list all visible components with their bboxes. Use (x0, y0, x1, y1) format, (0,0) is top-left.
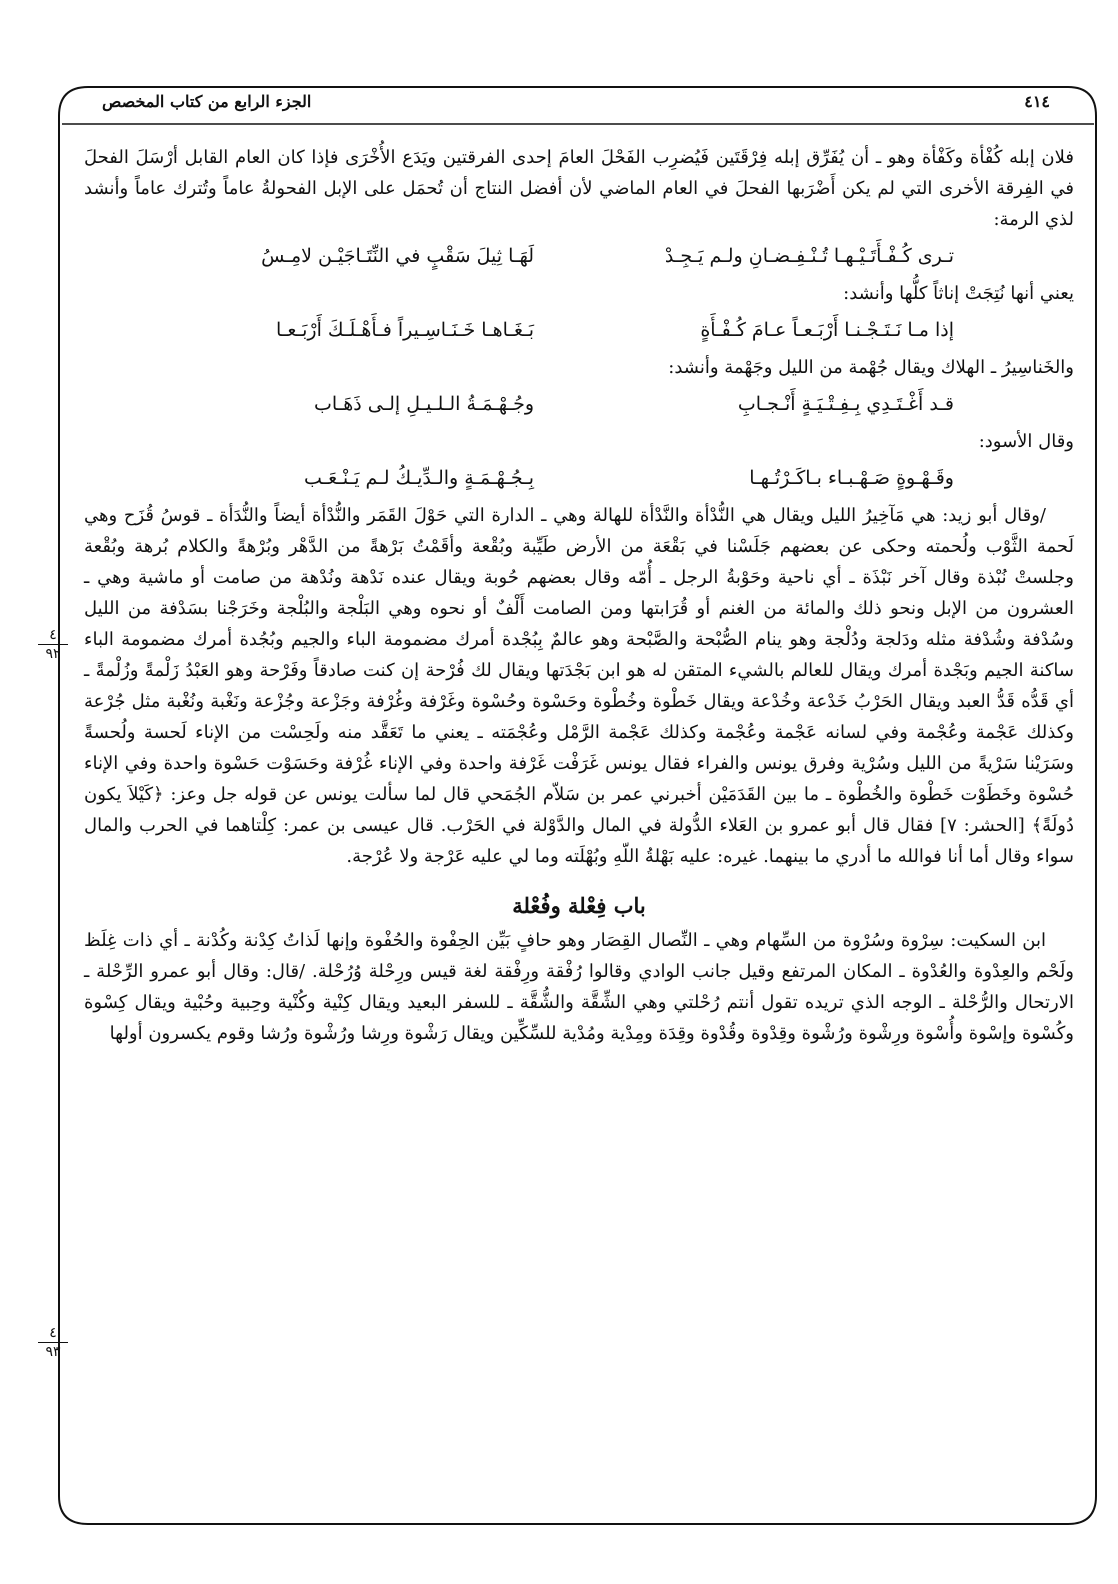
margin-ref-2-top: ٤ (49, 1325, 57, 1341)
verse-1 (84, 241, 1074, 272)
verse-4-second-hemistich: بِـجُـهْـمَـةٍ والـدِّيـكُ لـم يَـنْـعَـب (303, 467, 534, 489)
margin-ref-2-bottom: ٩٣ (45, 1344, 61, 1360)
margin-ref-1-bottom: ٩٢ (45, 646, 61, 662)
margin-ref-2 (38, 1326, 68, 1359)
verse-4-first-hemistich: وقَـهْـوةٍ صَـهْـبـاء بـاكَـرْتُـهـا (749, 467, 954, 489)
section-heading: باب فِعْلة وفُعْلة (512, 893, 646, 918)
verse-3-second-hemistich: وجُـهْـمَـةُ الـلـيـلِ إلـى ذَهَـاب (313, 393, 534, 415)
verse-2-second-hemistich: بَـغَـاهـا خَـنَـاسِـيراً فـأَهْـلَـكَ أَرْبَـعـا (276, 319, 534, 341)
verse-2-first-hemistich: إذا مـا نَـتَـجْـنـا أَرْبَـعـاً عـامَ كُـفْـأَةٍ (700, 319, 954, 341)
verse-1-second-hemistich: لَهَـا ثِيلَ سَقْبٍ في النِّتَـاجَيْـن لامِـسُ (261, 245, 534, 267)
page-number: ٤١٤ (1024, 92, 1050, 111)
paragraph-2: يعني أنها نُتِجَتْ إناثاً كلُّها وأنشد: (843, 283, 1074, 304)
verse-4 (84, 463, 1074, 494)
verse-1-first-hemistich: تـرى كُـفْـأَتَـيْـهـا تُـنْـفِـضـانِ ولـم يَـجِـدْ (664, 245, 954, 267)
verse-3 (84, 389, 1074, 420)
paragraph-4: وقال الأسود: (978, 431, 1074, 452)
paragraph-5: /وقال أبو زيد: هي مَآخِيرُ الليل ويقال هي النُّدْأة والنَّدْأة للهالة وهي ـ الدارة التي حَوْلَ القَمَر والنُّدْأة أيضاً والنُّدَأة ـ قوسُ قُزَح وهي لَحمة الثَّوْب ولُحمته وحكى عن بعضهم جَلَسْنا في بَقْعَة من الأرض طَيِّبة وبُقْعة وأقَمْتُ بَرْهةً من الدَّهْر وبُرْهةً والكلام بُرهة وبُقْعة وجلستْ نُبْذة وقال آخر نَبْذَة ـ أي ناحية وحَوْبةُ الرجل ـ أُمّه وقال بعضهم حُوبة ويقال عنده نَدْهة ونُدْهة من صامت أو ماشية وهي ـ العشرون من الإبل ونحو ذلك والمائة من الغنم أو قُرَابتها ومن الصامت أَلْفٌ أو نحوه وهي البَلْجة والبُلْجة وخَرَجْنا بسَدْفة من الليل وسُدْفة وشُدْفة مثله ودَلجة ودُلْجة وهو ينام الصُّبْحة والصَّبْحة وهو عالمٌ بِبُجْدة أمرك مضمومة الباء والجيم وبُجُدة أمرك مضمومة الباء ساكنة الجيم وبَجْدة أمرك ويقال للعالم بالشيء المتقن له هو ابن بَجْدَتها ويقال لك فُرْحة إن كنت صادقاً وفَرْحة وهو العَبْدُ زَلْمةً وزُلْمةً ـ أي قَدُّه قَدُّ العبد ويقال الحَرْبُ خَدْعة وخُدْعة ويقال خَطْوة وخُطْوة وحَسْوة وحُسْوة وغَرْفة وغُرْفة وجَزْعة وجُزْعة ونَغْبة ونُغْبة مثل جُرْعة وكذلك عَجْمة وعُجْمة وفي لسانه عَجْمة وعُجْمة وكذلك عَجْمة الرَّمْل وعُجْمَته ـ يعني ما تَعَقَّد منه ولَحِسْت من الإناء لَحسة ولُحسةً وسَرَيْنا سَرْيةً من الليل وسُرْية وفرق يونس والفراء فقال يونس غَرَفْت غَرْفة واحدة وفي الإناء غُرْفة وحَسَوْت حَسْوة واحدة وفي الإناء حُسْوة وخَطَوْت خَطْوة والخُطْوة ـ ما بين القَدَمَيْن أخبرني عمر بن سَلاّم الجُمَحي قال لما سألت يونس عن قوله جل وعز: ﴿كَيْلاَ يكون دُولَةً﴾ [الحشر: ٧] فقال قال أبو عمرو بن العَلاء الدُّولة في المال والدَّوْلة في الحَرْب. قال عيسى بن عمر: كِلْتاهما في الحرب والمال سواء وقال أما أنا فوالله ما أدري ما بينهما. غيره: عليه بَهْلةُ اللّهِ وبُهْلَته وما لي عليه عَرْجة ولا عُرْجة. (84, 505, 1075, 867)
page-header (80, 88, 1080, 122)
paragraph-1: فلان إبله كُفْأة وكَفْأة وهو ـ أن يُفَرِّق إبله فِرْقَتَين فَيُضرِب الفَحْلَ العامَ إحدى الفرقتين ويَدَع الأُخْرَى فإذا كان العام القابل أرْسَلَ الفحلَ في الفِرقة الأخرى التي لم يكن أَضْرَبها الفحلَ في العام الماضي لأن أفضل النتاج أن تُحمَل على الإبل الفحولةُ عاماً وتُترك عاماً وأنشد لذي الرمة: (84, 147, 1074, 230)
running-title: الجزء الرابع من كتاب المخصص (102, 92, 312, 111)
margin-ref-1-top: ٤ (49, 627, 57, 643)
paragraph-6: ابن السكيت: سِرْوة وسُرْوة من السِّهام وهي ـ النِّصال القِصَار وهو حافٍ بَيِّن الحِفْوة والحُفْوة وإنها لَذاتُ كِدْنة وكُدْنة ـ أي ذات غِلَظ ولَحْم والعِدْوة والعُدْوة ـ المكان المرتفع وقيل جانب الوادي وقالوا رُفْقة ورِفْقة لغة قيس ورِحْلة وُرُحْلة. /قال: وقال أبو عمرو الرِّحْلة ـ الارتحال والرُّحْلة ـ الوجه الذي تريده تقول أنتم رُحْلتي وهي الشِّقَّة والشُّقَّة ـ للسفر البعيد ويقال كِنْية وكُنْية وحِبية وحُبْية ويقال كِسْوة وكُسْوة وإسْوة وأُسْوة ورِشْوة ورُشْوة وقِدْوة وقُدْوة وقِدَة ومِدْية ومُدْية للسِّكِّين ويقال رَشْوة ورِشا ورُشْوة ورُشا وقوم يكسرون أولها (84, 930, 1074, 1044)
paragraph-3: والخَناسِيرُ ـ الهلاك ويقال جُهْمة من الليل وجَهْمة وأنشد: (668, 357, 1074, 378)
verse-3-first-hemistich: قـد أَغْـتَـدِي بِـفِـتْـيَـةٍ أَنْـجـابِ (737, 393, 954, 415)
margin-ref-1 (38, 628, 68, 661)
verse-2 (84, 315, 1074, 346)
page-body (84, 142, 1074, 1049)
